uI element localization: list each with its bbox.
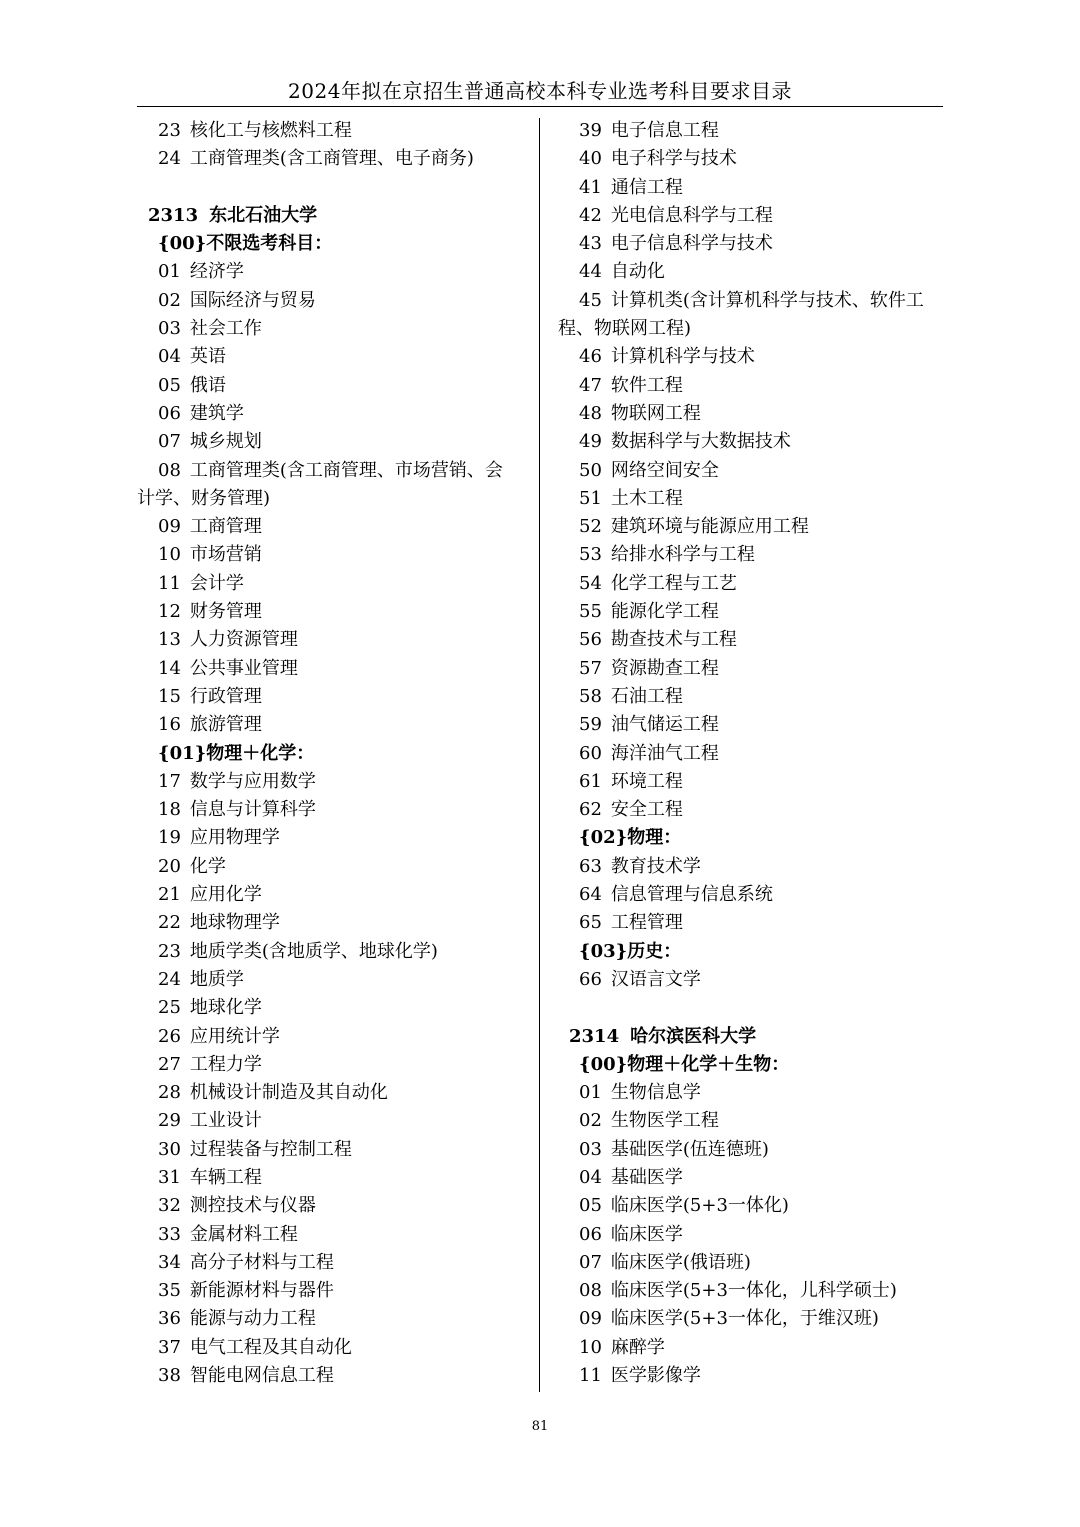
major-number: 38 [158,1365,181,1387]
major-name: 应用统计学 [189,1025,280,1047]
major-item [137,145,527,173]
major-item [137,881,527,909]
major-item [137,570,527,598]
subject-requirement: {02}物理： [579,827,682,849]
major-name: 临床医学(俄语班) [610,1251,751,1273]
major-number: 48 [579,402,602,424]
major-number: 50 [579,459,602,481]
major-number: 41 [579,176,602,198]
major-name: 车辆工程 [189,1166,262,1188]
major-item [558,343,948,371]
major-number: 11 [158,572,181,594]
major-name: 社会工作 [189,318,262,340]
left-column [137,117,527,1390]
major-number: 47 [579,374,602,396]
major-list [137,513,527,739]
school-heading [558,1023,948,1051]
major-name: 工商管理 [189,516,262,538]
major-number: 05 [158,374,181,396]
major-name: 光电信息科学与工程 [610,204,773,226]
major-number: 09 [158,516,181,538]
major-number: 63 [579,855,602,877]
major-name: 人力资源管理 [189,629,298,651]
major-list [558,966,948,994]
major-list [558,853,948,938]
major-name-continuation: 计学、财务管理) [137,487,271,509]
major-name: 金属材料工程 [189,1223,298,1245]
major-number: 08 [579,1280,602,1302]
major-number: 13 [158,629,181,651]
major-number: 06 [158,402,181,424]
major-name: 行政管理 [189,685,262,707]
major-number: 05 [579,1195,602,1217]
major-number: 01 [579,1082,602,1104]
major-name: 新能源材料与器件 [189,1280,334,1302]
major-name: 应用化学 [189,884,262,906]
major-name: 计算机科学与技术 [610,346,755,368]
subject-requirement: {03}历史： [579,940,682,962]
major-number: 57 [579,657,602,679]
major-number: 02 [579,1110,602,1132]
major-name: 资源勘查工程 [610,657,719,679]
major-item [558,1305,948,1333]
major-item [558,117,948,145]
major-item [558,230,948,258]
major-name: 过程装备与控制工程 [189,1138,352,1160]
major-item [558,1164,948,1192]
major-item [137,1023,527,1051]
major-number: 56 [579,629,602,651]
major-name: 地质学 [189,968,244,990]
major-name: 财务管理 [189,601,262,623]
major-name: 通信工程 [610,176,683,198]
major-number: 04 [158,346,181,368]
major-number: 40 [579,148,602,170]
major-item [558,202,948,230]
major-name: 能源化学工程 [610,601,719,623]
major-number: 08 [158,459,181,481]
major-number: 07 [579,1251,602,1273]
major-item [558,400,948,428]
major-name: 机械设计制造及其自动化 [189,1082,388,1104]
header-rule [137,106,943,107]
major-name: 化学 [189,855,226,877]
subject-requirement: {00}物理＋化学＋生物： [579,1053,790,1075]
major-number: 60 [579,742,602,764]
major-name: 旅游管理 [189,714,262,736]
major-name: 油气储运工程 [610,714,719,736]
major-list [558,117,948,287]
major-item [558,598,948,626]
major-number: 20 [158,855,181,877]
major-item [137,343,527,371]
major-name: 智能电网信息工程 [189,1365,334,1387]
major-name: 数学与应用数学 [189,770,316,792]
major-number: 12 [158,601,181,623]
major-item [558,1249,948,1277]
major-item [137,117,527,145]
major-name: 医学影像学 [610,1365,701,1387]
major-item [137,1079,527,1107]
major-number: 07 [158,431,181,453]
major-name: 经济学 [189,261,244,283]
major-name: 英语 [189,346,226,368]
major-name: 工业设计 [189,1110,262,1132]
major-item [558,457,948,485]
school-name: 东北石油大学 [209,204,318,226]
major-number: 61 [579,770,602,792]
major-list [558,1079,948,1390]
major-name: 临床医学(5+3一体化，于维汉班) [610,1308,879,1330]
major-name: 会计学 [189,572,244,594]
major-item [137,966,527,994]
major-item [558,1079,948,1107]
school-code: 2314 [569,1025,620,1047]
major-item [558,485,948,513]
major-number: 23 [158,940,181,962]
major-number: 29 [158,1110,181,1132]
major-name: 数据科学与大数据技术 [610,431,791,453]
major-name: 网络空间安全 [610,459,719,481]
major-number: 23 [158,120,181,141]
blank-line [558,994,948,1022]
blank-line [137,174,527,202]
major-number: 02 [158,289,181,311]
major-number: 06 [579,1223,602,1245]
major-number: 14 [158,657,181,679]
major-item [558,428,948,456]
major-list [558,343,948,824]
major-item [558,853,948,881]
major-number: 30 [158,1138,181,1160]
major-item [558,1334,948,1362]
major-item [137,513,527,541]
major-number: 26 [158,1025,181,1047]
major-item [558,372,948,400]
major-number: 58 [579,685,602,707]
major-name: 公共事业管理 [189,657,298,679]
major-number: 03 [158,318,181,340]
major-item [558,1221,948,1249]
major-name: 地球物理学 [189,912,280,934]
major-item [137,1305,527,1333]
major-item [137,1249,527,1277]
major-number: 42 [579,204,602,226]
major-name: 土木工程 [610,487,683,509]
major-name: 石油工程 [610,685,683,707]
major-list [137,117,527,174]
major-item [137,1362,527,1390]
major-item [137,683,527,711]
major-name: 地质学类(含地质学、地球化学) [189,940,438,962]
major-name: 汉语言文学 [610,968,701,990]
major-name: 教育技术学 [610,855,701,877]
major-name: 地球化学 [189,997,262,1019]
major-item [137,853,527,881]
major-item [137,1107,527,1135]
major-name: 测控技术与仪器 [189,1195,316,1217]
major-number: 03 [579,1138,602,1160]
major-item [558,881,948,909]
major-number: 52 [579,516,602,538]
major-number: 21 [158,884,181,906]
major-number: 33 [158,1223,181,1245]
major-list [137,258,527,456]
page-header-title: 2024年拟在京招生普通高校本科专业选考科目要求目录 [288,79,792,103]
major-item [558,513,948,541]
major-name: 建筑学 [189,402,244,424]
major-item [137,626,527,654]
major-number: 53 [579,544,602,566]
major-number: 62 [579,799,602,821]
major-number: 66 [579,968,602,990]
major-number: 49 [579,431,602,453]
major-name: 临床医学(5+3一体化) [610,1195,789,1217]
page-number: 81 [531,1419,549,1434]
major-name: 信息管理与信息系统 [610,884,773,906]
major-item [137,1136,527,1164]
major-item [558,740,948,768]
major-item [137,1221,527,1249]
major-item [137,994,527,1022]
major-name: 应用物理学 [189,827,280,849]
major-number: 16 [158,714,181,736]
major-name: 自动化 [610,261,665,283]
major-item [137,372,527,400]
major-number: 59 [579,714,602,736]
major-name: 基础医学 [610,1166,683,1188]
major-number: 46 [579,346,602,368]
major-number: 10 [158,544,181,566]
major-number: 24 [158,148,181,170]
major-item [137,768,527,796]
major-number: 22 [158,912,181,934]
major-item [558,287,948,315]
major-name: 勘查技术与工程 [610,629,737,651]
major-item [558,1277,948,1305]
major-number: 25 [158,997,181,1019]
major-name: 临床医学(5+3一体化，儿科学硕士) [610,1280,897,1302]
major-item [137,541,527,569]
major-item [558,174,948,202]
major-number: 54 [579,572,602,594]
major-name: 麻醉学 [610,1336,665,1358]
major-number: 01 [158,261,181,283]
major-name: 俄语 [189,374,226,396]
major-name: 计算机类(含计算机科学与技术、软件工 [610,289,924,311]
major-name: 工程力学 [189,1053,262,1075]
major-item [558,145,948,173]
major-name: 环境工程 [610,770,683,792]
major-item [558,711,948,739]
major-item [137,287,527,315]
major-name: 市场营销 [189,544,262,566]
major-number: 44 [579,261,602,283]
major-number: 19 [158,827,181,849]
major-number: 39 [579,120,602,141]
major-number: 15 [158,685,181,707]
major-name: 生物信息学 [610,1082,701,1104]
major-number: 43 [579,233,602,255]
major-item [558,796,948,824]
major-number: 31 [158,1166,181,1188]
major-list [137,768,527,1391]
major-number: 24 [158,968,181,990]
major-item [137,796,527,824]
major-name: 电子信息工程 [610,120,719,141]
major-number: 51 [579,487,602,509]
major-number: 34 [158,1251,181,1273]
major-name: 临床医学 [610,1223,683,1245]
major-name: 工商管理类(含工商管理、市场营销、会 [189,459,503,481]
major-number: 10 [579,1336,602,1358]
major-item [137,1192,527,1220]
major-item [558,570,948,598]
major-name: 建筑环境与能源应用工程 [610,516,809,538]
right-column [558,117,948,1390]
major-item [137,655,527,683]
major-number: 04 [579,1166,602,1188]
major-number: 64 [579,884,602,906]
major-item [137,315,527,343]
major-name: 能源与动力工程 [189,1308,316,1330]
major-item [558,909,948,937]
major-name: 核化工与核燃料工程 [189,120,352,141]
subject-requirement: {00}不限选考科目： [158,233,333,255]
major-number: 36 [158,1308,181,1330]
major-item [558,655,948,683]
major-item [558,258,948,286]
major-item [137,400,527,428]
major-name: 物联网工程 [610,402,701,424]
major-name: 国际经济与贸易 [189,289,316,311]
major-name: 电子信息科学与技术 [610,233,773,255]
major-item [137,1164,527,1192]
major-number: 45 [579,289,602,311]
major-item [558,1362,948,1390]
major-name: 给排水科学与工程 [610,544,755,566]
major-number: 65 [579,912,602,934]
major-item [558,683,948,711]
major-item [137,428,527,456]
major-name: 电子科学与技术 [610,148,737,170]
major-item [137,938,527,966]
major-item [137,1051,527,1079]
major-name: 海洋油气工程 [610,742,719,764]
major-number: 32 [158,1195,181,1217]
major-number: 09 [579,1308,602,1330]
school-name: 哈尔滨医科大学 [630,1025,757,1047]
major-item [137,1334,527,1362]
major-name: 软件工程 [610,374,683,396]
major-name-continuation: 程、物联网工程) [558,318,692,340]
major-name: 信息与计算科学 [189,799,316,821]
major-name: 工商管理类(含工商管理、电子商务) [189,148,474,170]
major-number: 55 [579,601,602,623]
subject-requirement: {01}物理＋化学： [158,742,315,764]
column-divider [539,118,540,1392]
major-name: 城乡规划 [189,431,262,453]
major-item [137,1277,527,1305]
major-number: 28 [158,1082,181,1104]
major-name: 基础医学(伍连德班) [610,1138,769,1160]
major-number: 18 [158,799,181,821]
major-name: 工程管理 [610,912,683,934]
major-item [137,711,527,739]
major-name: 生物医学工程 [610,1110,719,1132]
major-name: 电气工程及其自动化 [189,1336,352,1358]
major-item [558,768,948,796]
major-item [137,824,527,852]
major-item [137,598,527,626]
school-heading [137,202,527,230]
major-number: 27 [158,1053,181,1075]
major-number: 35 [158,1280,181,1302]
major-item [137,258,527,286]
major-item [558,1107,948,1135]
major-item [558,626,948,654]
major-item [137,909,527,937]
major-item [558,541,948,569]
major-item [137,457,527,485]
major-number: 11 [579,1365,602,1387]
major-item [558,1192,948,1220]
major-name: 安全工程 [610,799,683,821]
major-item [558,966,948,994]
major-number: 17 [158,770,181,792]
school-code: 2313 [148,204,199,226]
major-number: 37 [158,1336,181,1358]
major-name: 高分子材料与工程 [189,1251,334,1273]
major-name: 化学工程与工艺 [610,572,737,594]
major-item [558,1136,948,1164]
